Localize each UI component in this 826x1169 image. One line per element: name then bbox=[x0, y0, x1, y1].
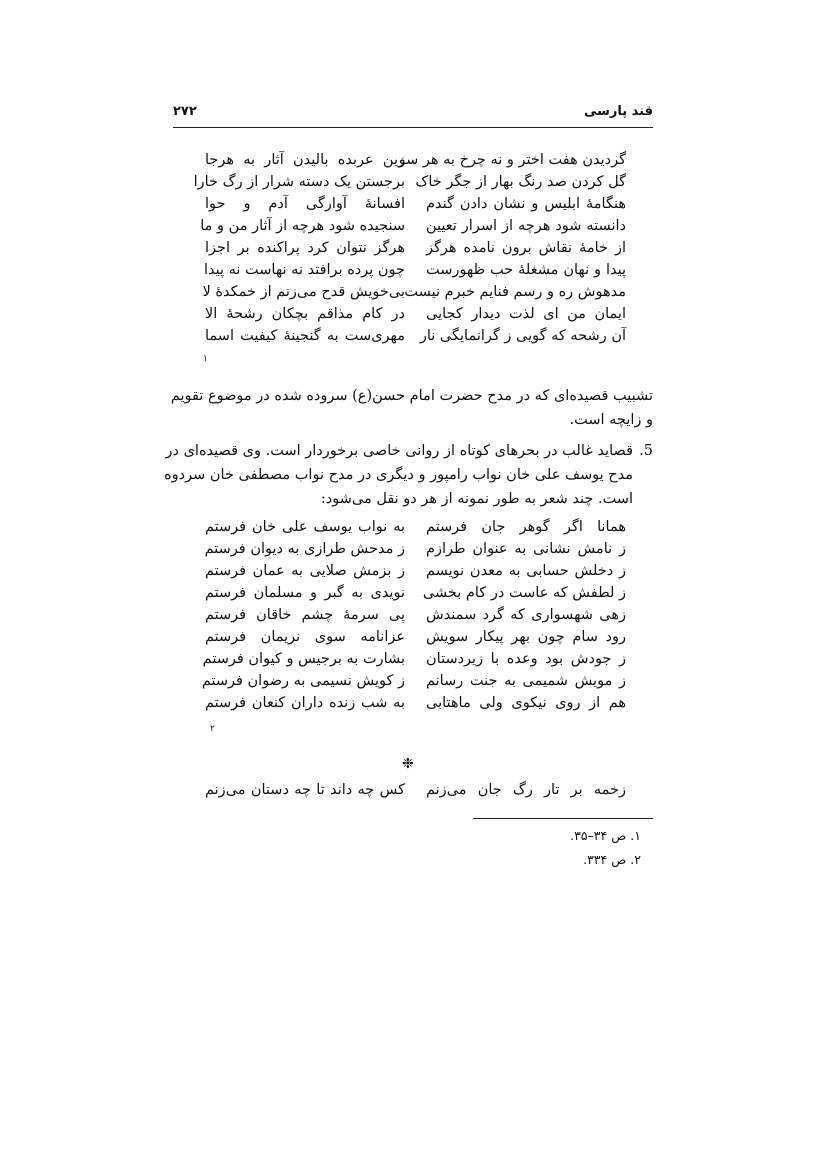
final-verse-left bbox=[205, 779, 405, 801]
paragraph-line: تشبیب قصیده‌ای که در مدح حضرت امام حسن(ع) سروده شده در موضوع تقویم bbox=[170, 388, 653, 404]
footnote-ref-2: ۲ bbox=[210, 724, 215, 734]
footnote-rule bbox=[473, 818, 653, 819]
prose-paragraph bbox=[170, 384, 653, 432]
verse-hemistich: ز مدحش طرازی به دیوان فرستم bbox=[204, 541, 405, 557]
verse-hemistich: ز لطفش که عاست در کام بخشی bbox=[422, 585, 626, 601]
verse-hemistich: بشارت به برجیس و کیوان فرستم bbox=[202, 651, 405, 667]
verse-hemistich: پیدا و نهان مشغلهٔ حب ظهورست bbox=[426, 262, 626, 278]
verse-hemistich: مدهوش ره و رسم فنایم خبرم نیست bbox=[404, 284, 626, 300]
section-separator: ❉ bbox=[402, 756, 414, 772]
paragraph-line: مدح یوسف علی خان نواب رامپور و دیگری در مدح نواب مصطفی خان سردوه bbox=[164, 467, 633, 483]
verse-hemistich: مهری‌ست به گنجینهٔ کیفیت اسما bbox=[205, 328, 405, 344]
verse-hemistich: کس چه داند تا چه دستان می‌زنم bbox=[205, 782, 405, 798]
page-number: ۲۷۲ bbox=[173, 104, 197, 119]
final-verse-right bbox=[426, 779, 626, 801]
verse-hemistich: همانا اگر گوهر جان فرستم bbox=[426, 519, 626, 535]
running-header bbox=[173, 100, 653, 124]
verse-hemistich: هنگامهٔ ابلیس و نشان دادن گندم bbox=[426, 196, 626, 212]
verse-hemistich: آن رشحه که گویی ز گرانمایگی نار bbox=[419, 328, 626, 344]
footnote-2: ۲. ص ۳۳۴. bbox=[583, 852, 641, 867]
verse-hemistich: هرگز نتوان کرد پراکنده بر اجزا bbox=[205, 240, 405, 256]
verse-hemistich: هم از روی نیکوی ولی ماهتابی bbox=[426, 695, 626, 711]
verse-hemistich: ز بزمش صلایی به عمان فرستم bbox=[205, 563, 405, 579]
verse-hemistich: به نواب یوسف علی خان فرستم bbox=[205, 519, 405, 535]
verse-hemistich: زخمه بر تار رگ جان می‌زنم bbox=[426, 782, 626, 798]
verse-hemistich: گل کردن صد رنگ بهار از جگر خاک bbox=[415, 174, 626, 190]
verse-hemistich: ز مویش شمیمی به جنت رسانم bbox=[426, 673, 626, 689]
footnote-1: ۱. ص ۳۴–۳۵. bbox=[570, 828, 641, 843]
item-number: 5. bbox=[639, 443, 653, 459]
verse-hemistich: گردیدن هفت اختر و نه چرخ به هر سو bbox=[398, 152, 626, 168]
paragraph-line: است. چند شعر به طور نمونه از هر دو نقل می‌شود: bbox=[320, 491, 633, 507]
footnote-ref-1: ۱ bbox=[203, 354, 208, 364]
verse-hemistich: افسانهٔ آوارگی آدم و حوا bbox=[205, 196, 405, 212]
paragraph-line: قصاید غالب در بحرهای کوتاه از روانی خاصی برخوردار است. وی قصیده‌ای در bbox=[165, 443, 633, 459]
header-rule bbox=[173, 127, 653, 128]
poem2-right-column bbox=[422, 516, 626, 714]
running-title: قند پارسی bbox=[583, 104, 653, 119]
verse-hemistich: سنجیده شود هرچه از آثار من و ما bbox=[200, 218, 405, 234]
verse-hemistich: ز کویش نسیمی به رضوان فرستم bbox=[201, 673, 405, 689]
verse-hemistich: برجستن یک دسته شرار از رگ خارا bbox=[193, 174, 405, 190]
verse-hemistich: ز دخلش حسابی به معدن نویسم bbox=[426, 563, 626, 579]
verse-hemistich: چون پرده برافتد نه نهاست نه پیدا bbox=[203, 262, 405, 278]
poem1-left-column bbox=[193, 149, 405, 347]
verse-hemistich: پی سرمهٔ چشم خاقان فرستم bbox=[205, 607, 405, 623]
verse-hemistich: در کام مذاقم بچکان رشحهٔ الا bbox=[205, 306, 405, 322]
verse-hemistich: نویدی به گبر و مسلمان فرستم bbox=[205, 585, 405, 601]
verse-hemistich: بی‌خویش قدح می‌زنم از خمکدهٔ لا bbox=[202, 284, 405, 300]
verse-hemistich: زین عربده بالیدن آثار به هرجا bbox=[205, 152, 405, 168]
verse-hemistich: ایمان من ای لذت دیدار کجایی bbox=[426, 306, 626, 322]
verse-hemistich: به شب زنده داران کنعان فرستم bbox=[205, 695, 405, 711]
verse-hemistich: دانسته شود هرچه از اسرار تعیین bbox=[426, 218, 626, 234]
verse-hemistich: از خامهٔ نقاش برون نامده هرگز bbox=[426, 240, 626, 256]
verse-hemistich: عزانامه سوی نریمان فرستم bbox=[205, 629, 405, 645]
verse-hemistich: ز نامش نشانی به عنوان طرازم bbox=[426, 541, 626, 557]
paragraph-line: و زایچه است. bbox=[569, 412, 653, 428]
poem1-right-column bbox=[398, 149, 626, 347]
verse-hemistich: ز جودش بود وعده با زیردستان bbox=[426, 651, 626, 667]
poem2-left-column bbox=[201, 516, 405, 714]
verse-hemistich: رود سام چون بهر پیکار سویش bbox=[426, 629, 626, 645]
verse-hemistich: زهی شهسواری که گرد سمندش bbox=[426, 607, 626, 623]
numbered-item-5 bbox=[164, 439, 653, 511]
